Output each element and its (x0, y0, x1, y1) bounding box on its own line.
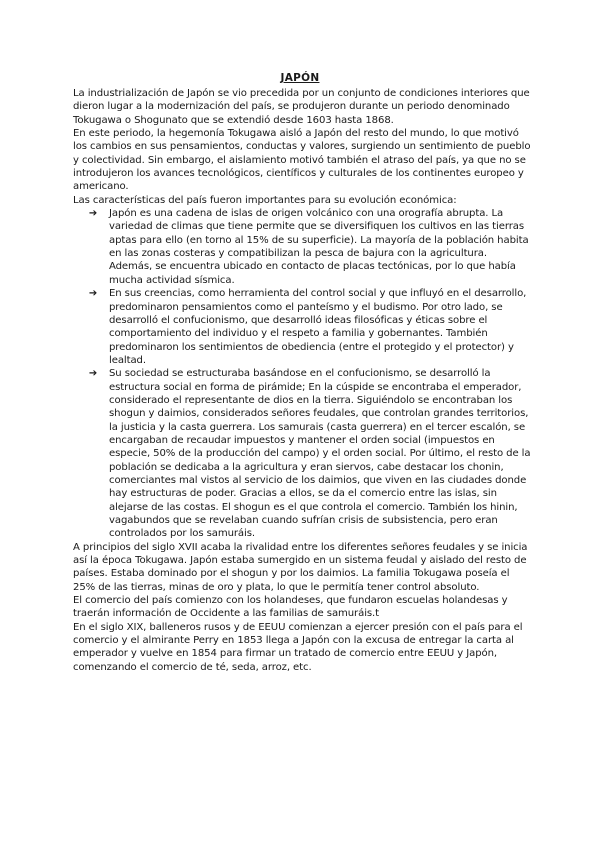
list-item (85, 207, 531, 287)
arrow-right-icon: ➔ (88, 208, 98, 220)
characteristics-intro: Las características del país fueron importantes para su evolución económica: (73, 194, 457, 206)
list-item-text: Japón es una cadena de islas de origen volcánico con una orografía abrupta. La variedad de climas que tiene permite que se diversifiquen los cultivos en las tierras aptas para ello (en torno al 15% de su superficie). La mayoría de la población habita en las zonas costeras y compatibilizan la pesca de bajura con la agricultura. Además, se encuentra ubicado en contacto de placas tectónicas, por lo que había mucha actividad sísmica. (109, 208, 529, 286)
dutch-trade-paragraph: El comercio del país comienzo con los holandeses, que fundaron escuelas holandesas y traerán información de Occidente a las familias de samuráis.t (73, 595, 508, 620)
list-item (85, 287, 531, 367)
xvii-century-paragraph: A principios del siglo XVII acaba la rivalidad entre los diferentes señores feudales y se inicia así la época Tokugawa. Japón estaba sumergido en un sistema feudal y aislado del resto de países. Estaba dominado por el shogun y por los daimios. La familia Tokugawa poseía el 25% de las tierras, minas de oro y plata, lo que le permitía tener control absoluto. (73, 541, 528, 593)
intro-paragraph: La industrialización de Japón se vio precedida por un conjunto de condiciones interiores que dieron lugar a la modernización del país, se produjeron durante un periodo denominado Tokugawa o Shogunato que se extendió desde 1603 hasta 1868. (73, 88, 530, 126)
page-title: JAPÓN (280, 72, 320, 84)
arrow-right-icon: ➔ (88, 288, 98, 300)
document-body (73, 87, 531, 674)
list-item-text: En sus creencias, como herramienta del control social y que influyó en el desarrollo, predominaron pensamientos como el panteísmo y el budismo. Por otro lado, se desarrolló el confucionismo, que desarrolló ideas filosóficas y éticas sobre el comportamiento del individuo y el respeto a familia y gobernantes. También predominaron los sentimientos de obediencia (entre el protegido y el protector) y lealtad. (109, 288, 527, 366)
characteristics-list (73, 207, 531, 541)
list-item-text: Su sociedad se estructuraba basándose en el confucionismo, se desarrolló la estructura social en forma de pirámide; En la cúspide se encontraba el emperador, considerado el representante de dios en la tierra. Siguiéndolo se encontraban los shogun y daimios, considerados señores feudales, que controlan grandes territorios, la justicia y la casta guerrera. Los samurais (casta guerrera) en el tercer escalón, se encargaban de recaudar impuestos y mantener el orden social (impuestos en especie, 50% de la producción del campo) y el orden social. Por último, el resto de la población se dedicaba a la agricultura y eran siervos, cabe destacar los chonin, comerciantes mal vistos al servicio de los daimios, que viven en las ciudades donde hay estructuras de poder. Gracias a ellos, se da el comercio entre las islas, sin alejarse de las costas. El shogun es el que controla el comercio. También los hinin, vagabundos que se revelaban cuando sufrían crisis de subsistencia, pero eran controlados por los samuráis. (109, 368, 531, 540)
list-item (85, 367, 531, 540)
arrow-right-icon: ➔ (88, 368, 98, 380)
xix-century-paragraph: En el siglo XIX, balleneros rusos y de EEUU comienzan a ejercer presión con el país para el comercio y el almirante Perry en 1853 llega a Japón con la excusa de entregar la carta al emperador y vuelve en 1854 para firmar un tratado de comercio entre EEUU y Japón, comenzando el comercio de té, seda, arroz, etc. (73, 621, 523, 673)
tokugawa-paragraph: En este periodo, la hegemonía Tokugawa aisló a Japón del resto del mundo, lo que motivó los cambios en sus pensamientos, conductas y valores, surgiendo un sentimiento de pueblo y colectividad. Sin embargo, el aislamiento motivó también el atraso del país, ya que no se introdujeron los avances tecnológicos, científicos y culturales de los continentes europeo y americano. (73, 128, 531, 193)
